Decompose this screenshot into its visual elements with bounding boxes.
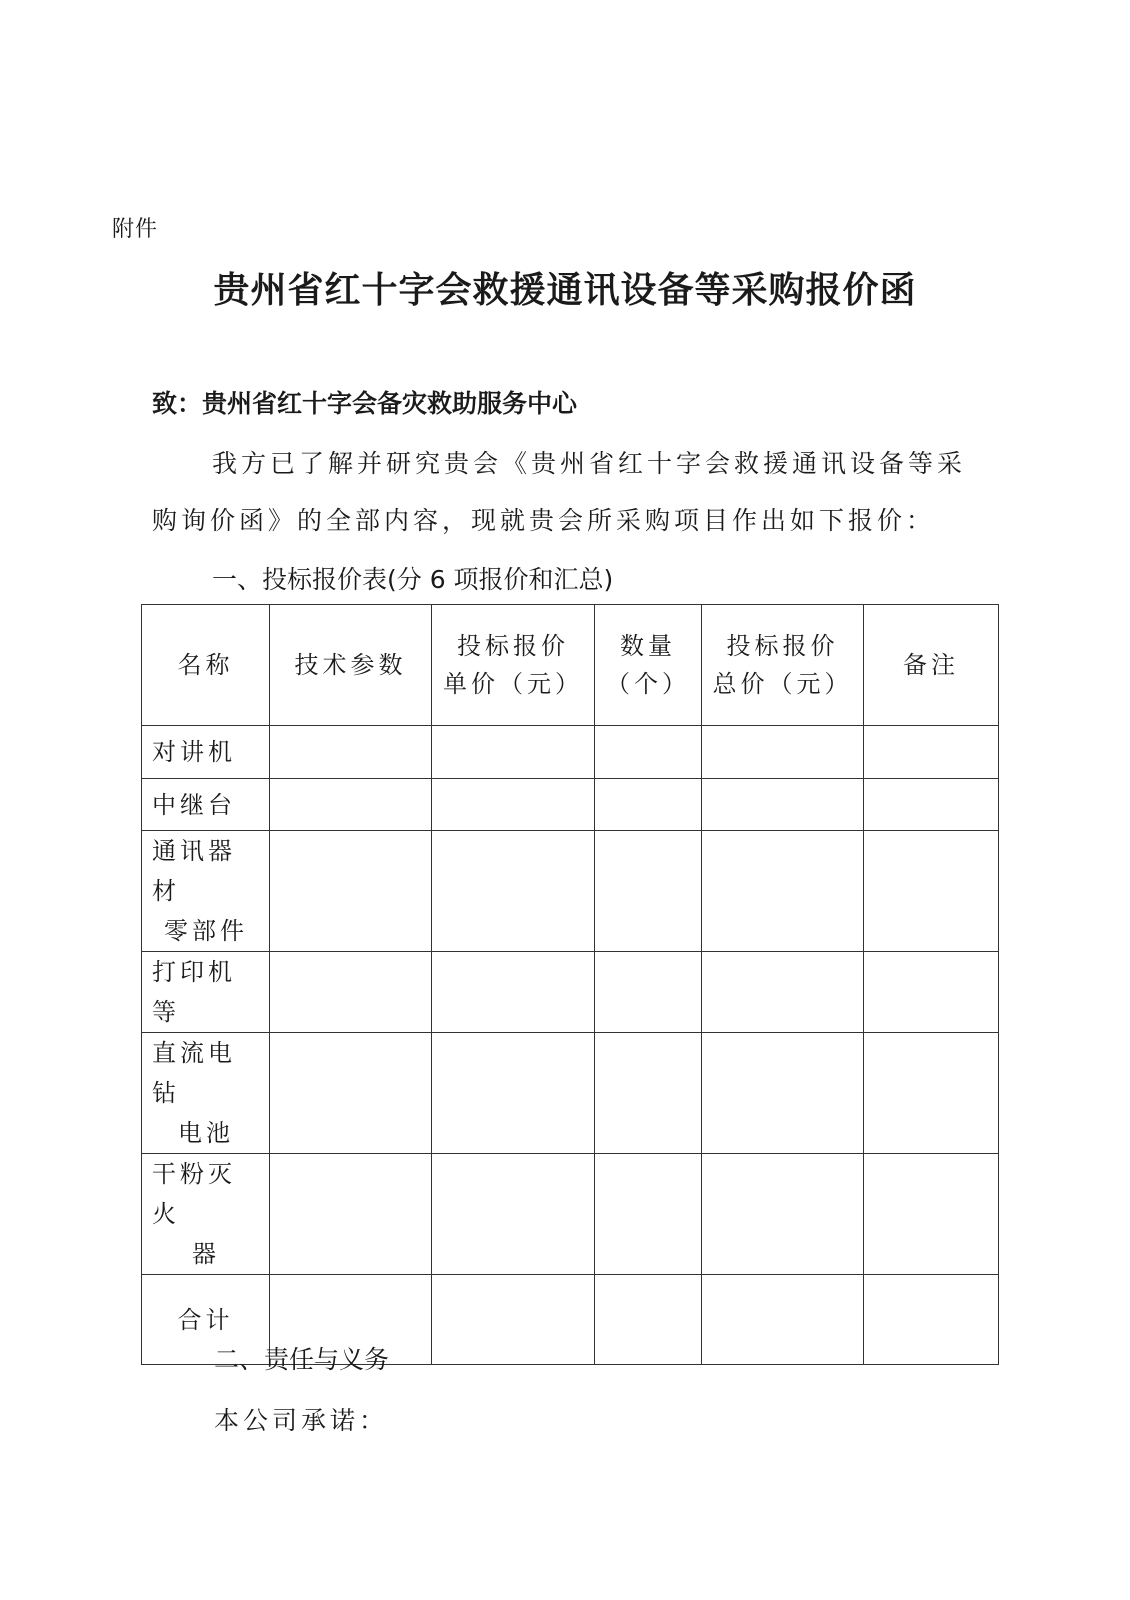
cell-unit-price[interactable]	[432, 831, 595, 952]
header-remarks: 备注	[864, 605, 999, 726]
cell-remarks[interactable]	[864, 1154, 999, 1275]
cell-unit-price[interactable]	[432, 1154, 595, 1275]
header-quantity: 数量 （个）	[595, 605, 702, 726]
header-tech-params: 技术参数	[270, 605, 432, 726]
cell-unit-price[interactable]	[432, 779, 595, 831]
table-row	[142, 726, 999, 779]
cell-remarks[interactable]	[864, 1033, 999, 1154]
cell-remarks[interactable]	[864, 779, 999, 831]
cell-unit-price[interactable]	[432, 1033, 595, 1154]
cell-unit-price[interactable]	[432, 952, 595, 1033]
commitment-text: 本公司承诺：	[214, 1406, 389, 1435]
cell-total-price[interactable]	[702, 1275, 864, 1365]
intro-line-1: 我方已了解并研究贵会《贵州省红十字会救援通讯设备等采	[212, 449, 967, 478]
table-row	[142, 1154, 999, 1275]
header-unit-price: 投标报价 单价（元）	[432, 605, 595, 726]
table-row	[142, 952, 999, 1033]
cell-remarks[interactable]	[864, 726, 999, 779]
cell-quantity[interactable]	[595, 1154, 702, 1275]
cell-total-price[interactable]	[702, 831, 864, 952]
row-name: 打印机等	[142, 952, 270, 1033]
cell-tech-params[interactable]	[270, 831, 432, 952]
cell-quantity[interactable]	[595, 831, 702, 952]
row-name: 中继台	[142, 779, 270, 831]
row-name: 通讯器材 零部件	[142, 831, 270, 952]
cell-total-price[interactable]	[702, 1154, 864, 1275]
cell-total-price[interactable]	[702, 726, 864, 779]
table-row	[142, 831, 999, 952]
cell-quantity[interactable]	[595, 779, 702, 831]
cell-tech-params[interactable]	[270, 726, 432, 779]
header-total-price: 投标报价 总价（元）	[702, 605, 864, 726]
cell-quantity[interactable]	[595, 726, 702, 779]
recipient-line: 致：贵州省红十字会备灾救助服务中心	[152, 389, 578, 418]
document-title: 贵州省红十字会救援通讯设备等采购报价函	[213, 270, 917, 311]
table-row	[142, 1033, 999, 1154]
row-name: 直流电钻 电池	[142, 1033, 270, 1154]
quote-table	[141, 604, 999, 1365]
attachment-label: 附件	[112, 217, 159, 242]
cell-unit-price[interactable]	[432, 1275, 595, 1365]
cell-tech-params[interactable]	[270, 952, 432, 1033]
row-name-total: 合计	[142, 1275, 270, 1365]
row-name: 干粉灭火 器	[142, 1154, 270, 1275]
cell-total-price[interactable]	[702, 1033, 864, 1154]
table-row	[142, 779, 999, 831]
cell-unit-price[interactable]	[432, 726, 595, 779]
cell-remarks[interactable]	[864, 952, 999, 1033]
header-name: 名称	[142, 605, 270, 726]
cell-quantity[interactable]	[595, 952, 702, 1033]
cell-total-price[interactable]	[702, 952, 864, 1033]
cell-remarks[interactable]	[864, 831, 999, 952]
cell-remarks[interactable]	[864, 1275, 999, 1365]
cell-tech-params[interactable]	[270, 1033, 432, 1154]
table-header-row	[142, 605, 999, 726]
cell-quantity[interactable]	[595, 1275, 702, 1365]
cell-quantity[interactable]	[595, 1033, 702, 1154]
section-heading-quote-table: 一、投标报价表(分 6 项报价和汇总)	[212, 565, 614, 594]
section-heading-responsibilities: 二、责任与义务	[214, 1345, 390, 1374]
cell-total-price[interactable]	[702, 779, 864, 831]
cell-tech-params[interactable]	[270, 1154, 432, 1275]
row-name: 对讲机	[142, 726, 270, 779]
cell-tech-params[interactable]	[270, 779, 432, 831]
intro-line-2: 购询价函》的全部内容，现就贵会所采购项目作出如下报价：	[152, 506, 936, 535]
